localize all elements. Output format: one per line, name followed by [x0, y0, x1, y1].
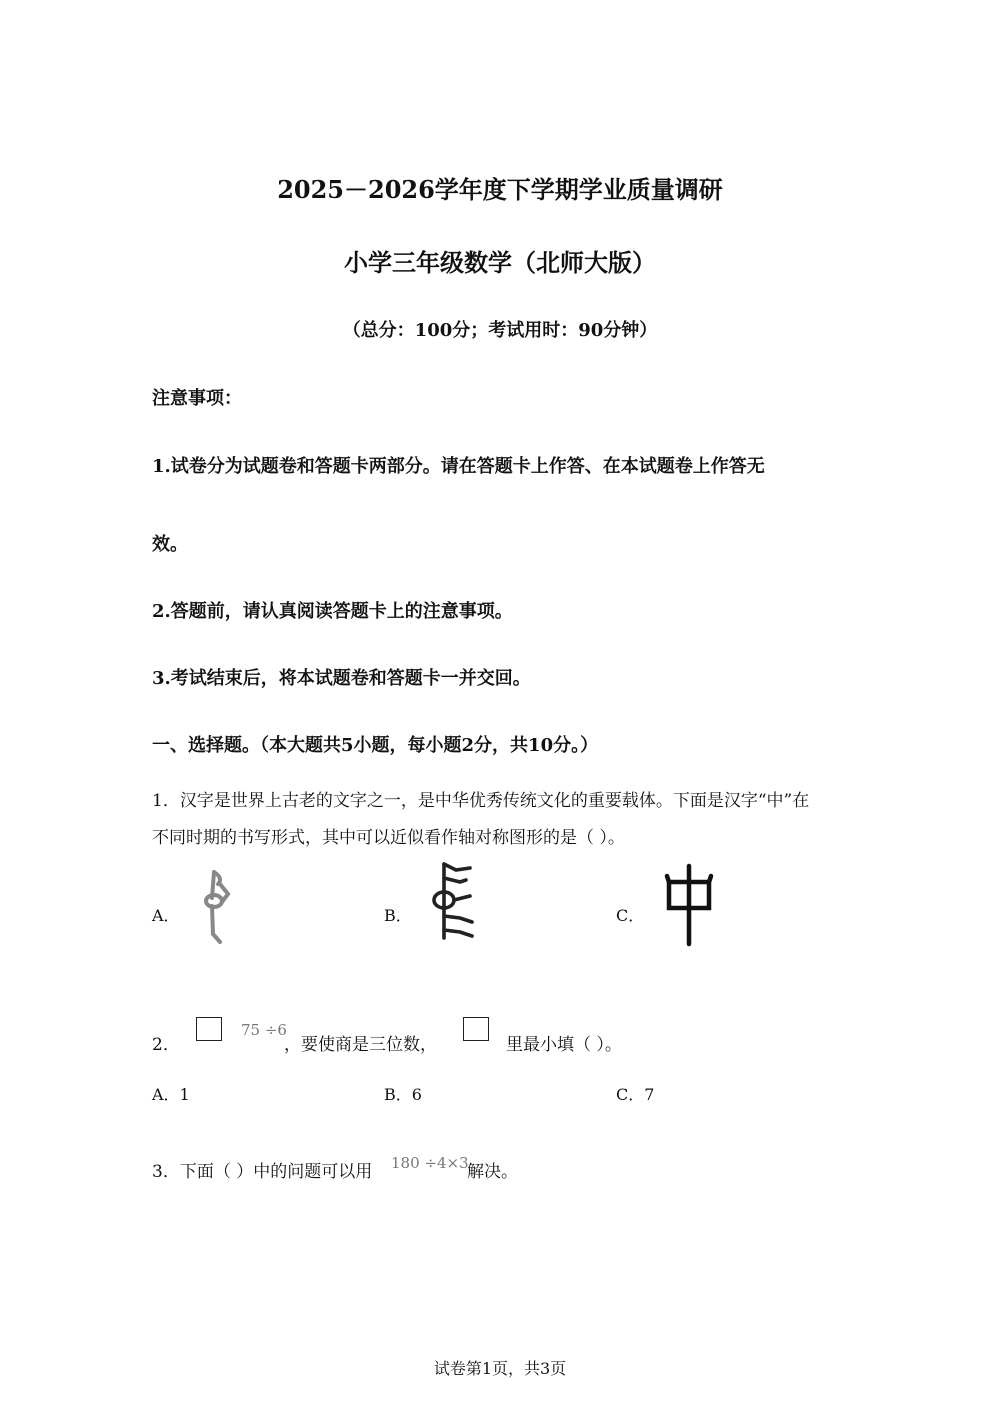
q3-text-2: 解决。 [467, 1162, 518, 1182]
page-footer: 试卷第1页，共3页 [433, 1359, 567, 1378]
exam-info: （总分：100分；考试用时：90分钟） [342, 320, 658, 341]
q2-option-a: A．1 [152, 1085, 190, 1104]
q3-text-1: 3．下面（ ）中的问题可以用 [152, 1162, 373, 1182]
note-item-1-line-2: 效。 [152, 534, 188, 555]
q2-text-2: 里最小填（ ）。 [506, 1035, 622, 1055]
notes-heading: 注意事项： [152, 388, 242, 409]
q2-text-1: ，要使商是三位数， [284, 1035, 437, 1055]
q1-option-c-label: C． [616, 906, 645, 925]
q1-option-a-label: A． [152, 906, 180, 925]
note-item-3: 3.考试结束后，将本试题卷和答题卡一并交回。 [152, 668, 531, 689]
q2-option-c: C．7 [616, 1085, 655, 1104]
q3-expression: 180 ÷4×3 [391, 1154, 469, 1172]
note-item-2: 2.答题前，请认真阅读答题卡上的注意事项。 [152, 601, 513, 622]
q1-option-b-label: B． [384, 906, 412, 925]
ancient-zhong-a-icon [198, 868, 238, 948]
blank-square-icon [196, 1017, 222, 1041]
q2-expression: 75 ÷6 [241, 1021, 287, 1039]
q1-text-line-2: 不同时期的书写形式，其中可以近似看作轴对称图形的是（ ）。 [152, 828, 625, 848]
ancient-zhong-c-icon [665, 864, 715, 946]
exam-subtitle: 小学三年级数学（北师大版） [344, 248, 656, 277]
blank-square-icon [463, 1017, 489, 1041]
q2-option-b: B．6 [384, 1085, 422, 1104]
q1-text-line-1: 1．汉字是世界上古老的文字之一，是中华优秀传统文化的重要载体。下面是汉字“中”在 [152, 791, 810, 811]
ancient-zhong-b-icon [430, 860, 480, 942]
exam-title: 2025－2026学年度下学期学业质量调研 [277, 175, 723, 204]
q2-number: 2． [152, 1035, 180, 1055]
note-item-1-line-1: 1.试卷分为试题卷和答题卡两部分。请在答题卡上作答、在本试题卷上作答无 [152, 456, 765, 477]
section-1-heading: 一、选择题。（本大题共5小题，每小题2分，共10分。） [152, 735, 599, 756]
